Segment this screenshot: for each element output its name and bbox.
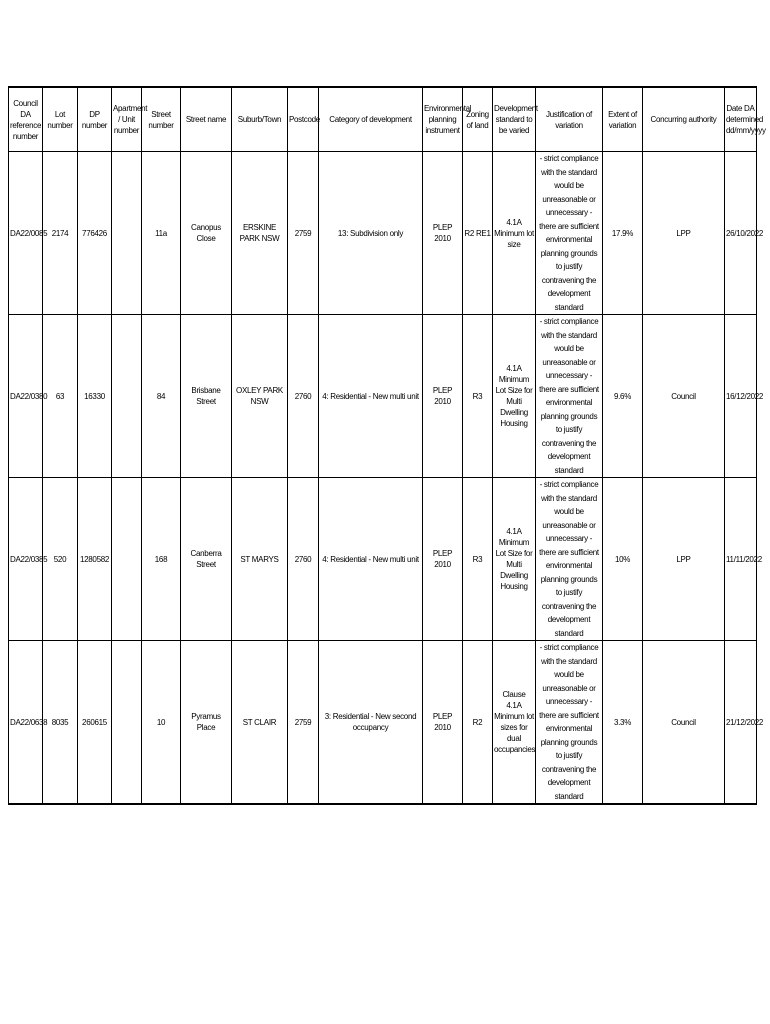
cell-authority: Council	[643, 315, 725, 478]
cell-street-number: 168	[142, 478, 181, 641]
cell-street-number: 11a	[142, 152, 181, 315]
cell-zoning: R2	[463, 641, 493, 805]
header-extent: Extent of variation	[603, 87, 643, 152]
cell-zoning: R3	[463, 478, 493, 641]
cell-lot-number: 520	[43, 478, 78, 641]
header-category: Category of development	[319, 87, 423, 152]
header-unit-number: Apartment / Unit number	[112, 87, 142, 152]
cell-justification: - strict compliance with the standard would be unreasonable or unnecessary - there are sufficient environmental planning grounds to justify contravening the development standard	[536, 478, 603, 641]
cell-epi: PLEP 2010	[423, 478, 463, 641]
cell-extent: 3.3%	[603, 641, 643, 805]
cell-da-reference: DA22/0380	[9, 315, 43, 478]
table-header-row	[9, 87, 757, 152]
cell-standard: 4.1A Minimum Lot Size for Multi Dwelling Housing	[493, 478, 536, 641]
cell-street-name: Canopus Close	[181, 152, 232, 315]
cell-date: 21/12/2022	[725, 641, 757, 805]
cell-extent: 9.6%	[603, 315, 643, 478]
cell-date: 26/10/2022	[725, 152, 757, 315]
table-row	[9, 315, 757, 478]
cell-authority: LPP	[643, 152, 725, 315]
header-justification: Justification of variation	[536, 87, 603, 152]
header-postcode: Postcode	[288, 87, 319, 152]
cell-street-number: 10	[142, 641, 181, 805]
variations-register-table	[8, 86, 766, 805]
cell-unit-number	[112, 478, 142, 641]
cell-authority: Council	[643, 641, 725, 805]
cell-extent: 10%	[603, 478, 643, 641]
cell-category: 4: Residential - New multi unit	[319, 478, 423, 641]
cell-justification: - strict compliance with the standard would be unreasonable or unnecessary - there are sufficient environmental planning grounds to justify contravening the development standard	[536, 152, 603, 315]
cell-category: 13: Subdivision only	[319, 152, 423, 315]
header-dp-number: DP number	[78, 87, 112, 152]
cell-suburb: ST MARYS	[232, 478, 288, 641]
table-row	[9, 152, 757, 315]
cell-standard: Clause 4.1A Minimum lot sizes for dual occupancies	[493, 641, 536, 805]
header-authority: Concurring authority	[643, 87, 725, 152]
table-row	[9, 641, 757, 805]
cell-standard: 4.1A Minimum lot size	[493, 152, 536, 315]
cell-justification: - strict compliance with the standard would be unreasonable or unnecessary - there are sufficient environmental planning grounds to justify contravening the development standard	[536, 641, 603, 805]
cell-street-name: Canberra Street	[181, 478, 232, 641]
cell-suburb: OXLEY PARK NSW	[232, 315, 288, 478]
cell-suburb: ERSKINE PARK NSW	[232, 152, 288, 315]
cell-postcode: 2759	[288, 152, 319, 315]
cell-date: 11/11/2022	[725, 478, 757, 641]
cell-da-reference: DA22/0638	[9, 641, 43, 805]
cell-unit-number	[112, 641, 142, 805]
header-date: Date DA determined dd/mm/yyyy	[725, 87, 757, 152]
cell-street-number: 84	[142, 315, 181, 478]
header-epi: Environmental planning instrument	[423, 87, 463, 152]
table-row	[9, 478, 757, 641]
cell-category: 3: Residential - New second occupancy	[319, 641, 423, 805]
cell-postcode: 2760	[288, 478, 319, 641]
cell-postcode: 2760	[288, 315, 319, 478]
cell-unit-number	[112, 152, 142, 315]
cell-dp-number: 1280582	[78, 478, 112, 641]
cell-suburb: ST CLAIR	[232, 641, 288, 805]
cell-dp-number: 776426	[78, 152, 112, 315]
header-da-reference: Council DA reference number	[9, 87, 43, 152]
cell-street-name: Pyramus Place	[181, 641, 232, 805]
cell-postcode: 2759	[288, 641, 319, 805]
header-lot-number: Lot number	[43, 87, 78, 152]
cell-da-reference: DA22/0085	[9, 152, 43, 315]
cell-epi: PLEP 2010	[423, 152, 463, 315]
cell-epi: PLEP 2010	[423, 641, 463, 805]
cell-standard: 4.1A Minimum Lot Size for Multi Dwelling Housing	[493, 315, 536, 478]
cell-lot-number: 63	[43, 315, 78, 478]
cell-dp-number: 260615	[78, 641, 112, 805]
cell-zoning: R2 RE1	[463, 152, 493, 315]
header-zoning: Zoning of land	[463, 87, 493, 152]
cell-zoning: R3	[463, 315, 493, 478]
cell-category: 4: Residential - New multi unit	[319, 315, 423, 478]
header-suburb: Suburb/Town	[232, 87, 288, 152]
cell-authority: LPP	[643, 478, 725, 641]
cell-justification: - strict compliance with the standard would be unreasonable or unnecessary - there are sufficient environmental planning grounds to justify contravening the development standard	[536, 315, 603, 478]
header-standard: Development standard to be varied	[493, 87, 536, 152]
header-street-number: Street number	[142, 87, 181, 152]
header-street-name: Street name	[181, 87, 232, 152]
cell-extent: 17.9%	[603, 152, 643, 315]
cell-epi: PLEP 2010	[423, 315, 463, 478]
cell-street-name: Brisbane Street	[181, 315, 232, 478]
cell-da-reference: DA22/0385	[9, 478, 43, 641]
cell-lot-number: 2174	[43, 152, 78, 315]
cell-dp-number: 16330	[78, 315, 112, 478]
cell-date: 16/12/2022	[725, 315, 757, 478]
cell-unit-number	[112, 315, 142, 478]
cell-lot-number: 8035	[43, 641, 78, 805]
